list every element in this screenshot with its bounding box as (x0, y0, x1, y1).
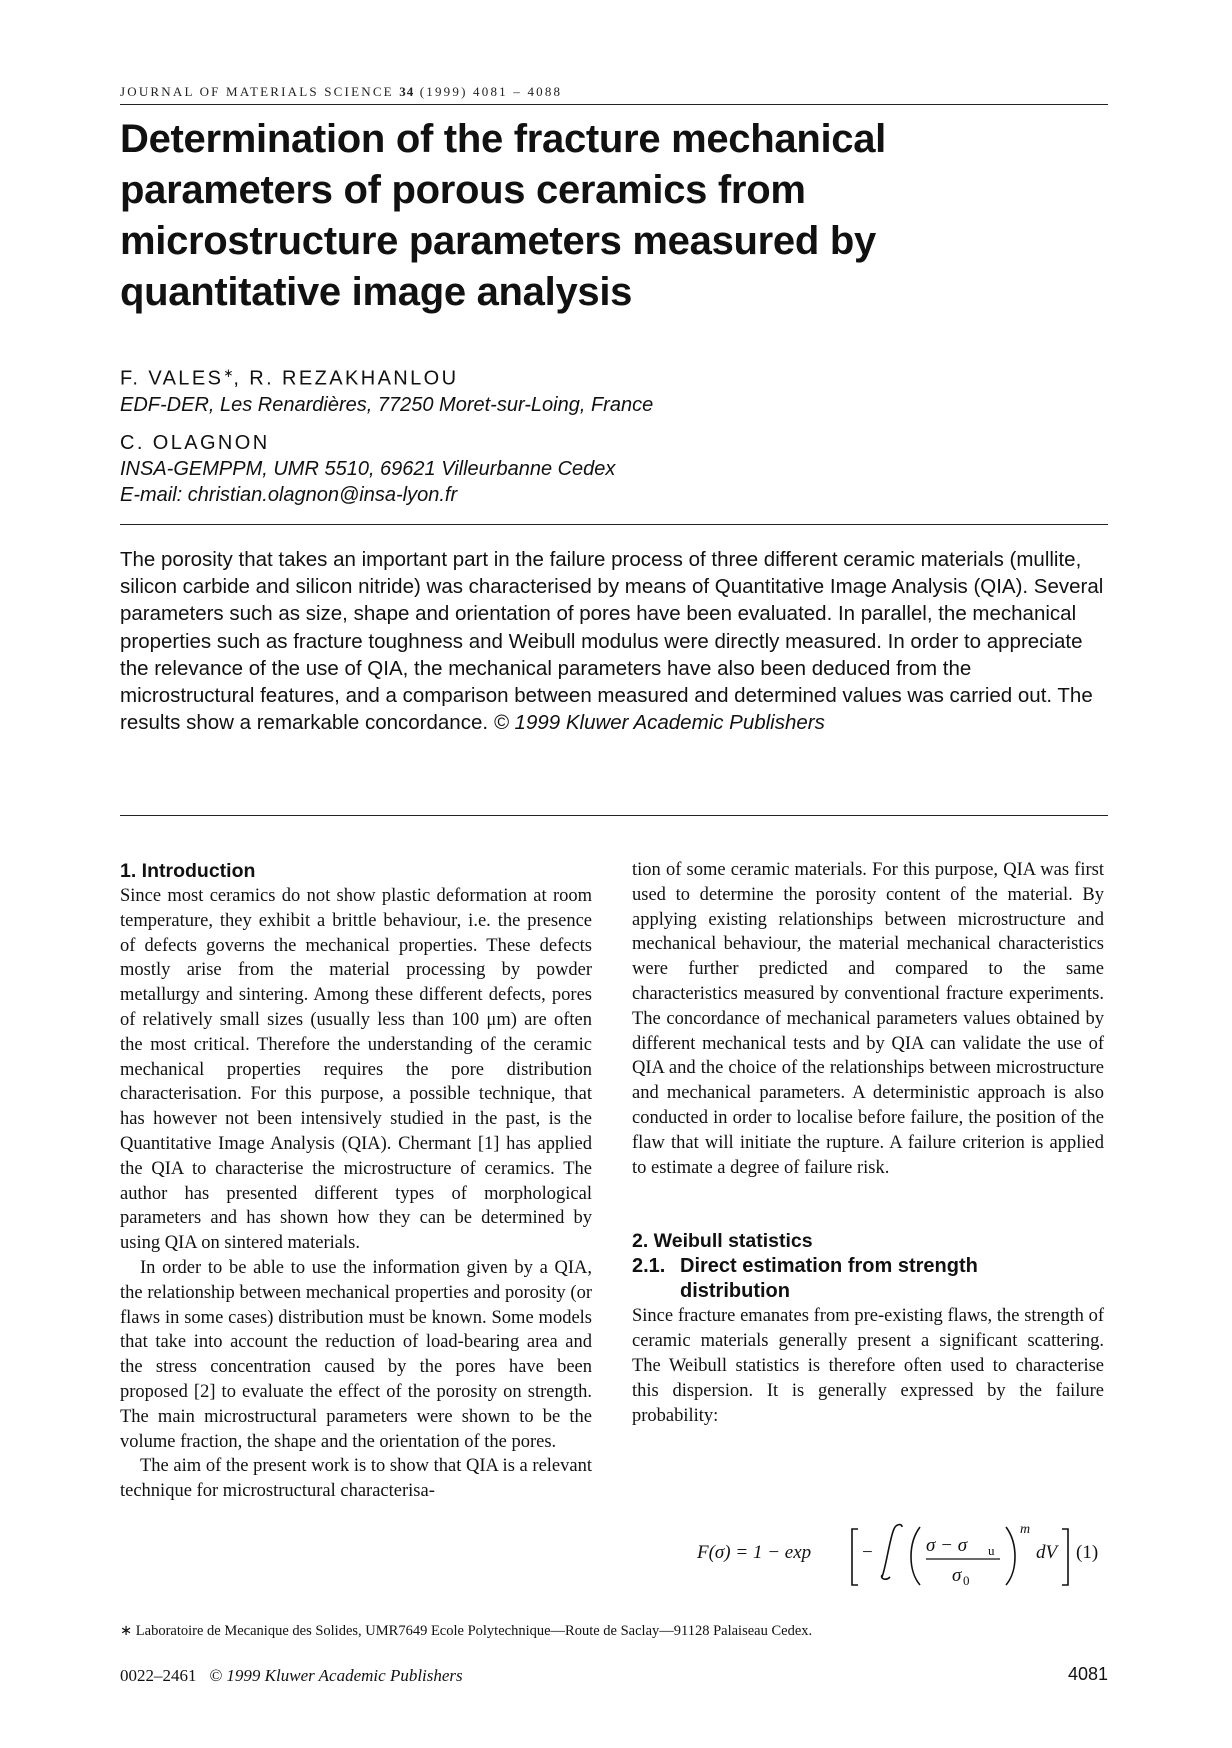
integral-sign (882, 1525, 902, 1580)
column-right (632, 858, 1104, 1428)
equation-denominator: σ (952, 1565, 962, 1586)
footnote-marker: ∗ (223, 366, 234, 380)
journal-volume: 34 (399, 84, 415, 99)
equation-denominator-sub: 0 (963, 1573, 970, 1587)
section-heading-weibull: 2. Weibull statistics (632, 1230, 813, 1253)
issn: 0022–2461 (120, 1666, 197, 1685)
page-number: 4081 (1067, 1664, 1108, 1684)
intro-paragraph-3: The aim of the present work is to show that QIA is a relevant technique for microstructural characterisa- (120, 1456, 592, 1502)
paper-title: Determination of the fracture mechanical parameters of porous ceramics from microstructure parameters measured by quantitative image analysis (120, 117, 886, 314)
author-vales: F. VALES (120, 367, 224, 390)
equation-minus: − (862, 1542, 873, 1563)
footer-left (120, 1666, 463, 1686)
equation-numerator-sub: u (988, 1543, 995, 1558)
left-paren (911, 1527, 920, 1585)
divider-bottom (120, 815, 1108, 816)
abstract-copyright: © 1999 Kluwer Academic Publishers (493, 711, 825, 735)
journal-year-pages: (1999) 4081 – 4088 (419, 84, 563, 99)
subsection-title-line-2: distribution (680, 1280, 790, 1303)
author-olagnon: C. OLAGNON (120, 431, 270, 454)
equation-1 (632, 1515, 1108, 1585)
equation-dv: dV (1036, 1542, 1058, 1563)
author-rezakhanlou: , R. REZAKHANLOU (233, 367, 459, 390)
footer-copyright: © 1999 Kluwer Academic Publishers (209, 1666, 463, 1685)
column-left (120, 858, 592, 1504)
intro-paragraph-1: Since most ceramics do not show plastic deformation at room temperature, they exhibit a brittle behaviour, i.e. the presence of defects governs the mechanical properties. These defects mostly arise from the material processing by powder metallurgy and sintering. Among these different defects, pores of relatively small sizes (usually less than 100 μm) are often the most critical. Therefore the understanding of the ceramic mechanical properties requires the pore distribution characterisation. For this purpose, a possible technique, that has however not been intensively studied in the past, is the Quantitative Image Analysis (QIA). Chermant [1] has applied the QIA to characterise the microstructure of ceramics. The author has presented different types of morphological parameters and has shown how they can be determined by using QIA on sintered materials. (120, 886, 592, 1254)
abstract-text: The porosity that takes an important part in the failure process of three different ceramic materials (mullite, silicon carbide and silicon nitride) was characterised by means of Quantitative Image Analysis (QIA). Several parameters such as size, shape and orientation of pores have been evaluated. In parallel, the mechanical properties such as fracture toughness and Weibull modulus were directly measured. In order to appreciate the relevance of the use of QIA, the mechanical parameters have also been deduced from the microstructural features, and a comparison between measured and determined values was carried out. The results show a remarkable concordance. (120, 548, 1104, 735)
equation-lhs: F(σ) = 1 − exp (697, 1542, 812, 1563)
right-paren (1006, 1527, 1015, 1585)
equation-number: (1) (1076, 1542, 1099, 1563)
equation-numerator: σ − σ (926, 1535, 968, 1556)
author-email[interactable]: E-mail: christian.olagnon@insa-lyon.fr (120, 483, 458, 506)
subsection-number: 2.1. (632, 1255, 666, 1278)
author-block (120, 360, 1020, 508)
journal-name: JOURNAL OF MATERIALS SCIENCE (120, 84, 394, 99)
affiliation-1: EDF-DER, Les Renardières, 77250 Moret-sur-Loing, France (120, 393, 654, 416)
equation-graphic (632, 1515, 1108, 1587)
subsection-title-line-1: Direct estimation from strength (680, 1255, 978, 1278)
footnote: ∗ Laboratoire de Mecanique des Solides, UMR7649 Ecole Polytechnique—Route de Saclay—91128 Palaiseau Cedex. (120, 1623, 813, 1639)
weibull-paragraph-1: Since fracture emanates from pre-existing flaws, the strength of ceramic materials generally present a significant scattering. The Weibull statistics is therefore often used to characterise this dispersion. It is generally expressed by the failure probability: (632, 1306, 1104, 1426)
subsection-heading-direct-estimation (632, 1254, 1104, 1304)
section-heading-introduction: 1. Introduction (120, 860, 256, 882)
author-names-1 (120, 360, 1020, 392)
abstract (120, 546, 1110, 736)
intro-paragraph-3-continued: tion of some ceramic materials. For this purpose, QIA was first used to determine the porosity content of the material. By applying existing relationships between microstructure and mechanical behaviour, the material mechanical characteristics were further predicted and compared to the same characteristics measured by conventional fracture experiments. The concordance of mechanical parameters values obtained by different mechanical tests and by QIA can validate the use of QIA and the choice of the relationships between microstructure and mechanical parameters. A deterministic approach is also conducted in order to localise before failure, the position of the flaw that will initiate the rupture. A failure criterion is applied to estimate a degree of failure risk. (632, 860, 1104, 1178)
intro-paragraph-2: In order to be able to use the information given by a QIA, the relationship between mechanical properties and porosity (or flaws in some cases) distribution must be known. Some models that take into account the reduction of load-bearing area and the stress concentration caused by the pores have been proposed [2] to evaluate the effect of the porosity on strength. The main microstructural parameters were shown to be the volume fraction, the shape and the orientation of the pores. (120, 1257, 592, 1452)
running-head (120, 84, 1108, 105)
divider-top (120, 524, 1108, 525)
affiliation-2: INSA-GEMPPM, UMR 5510, 69621 Villeurbanne Cedex (120, 457, 616, 480)
left-bracket (852, 1529, 858, 1585)
right-bracket (1062, 1529, 1068, 1585)
equation-exponent: m (1020, 1522, 1031, 1537)
